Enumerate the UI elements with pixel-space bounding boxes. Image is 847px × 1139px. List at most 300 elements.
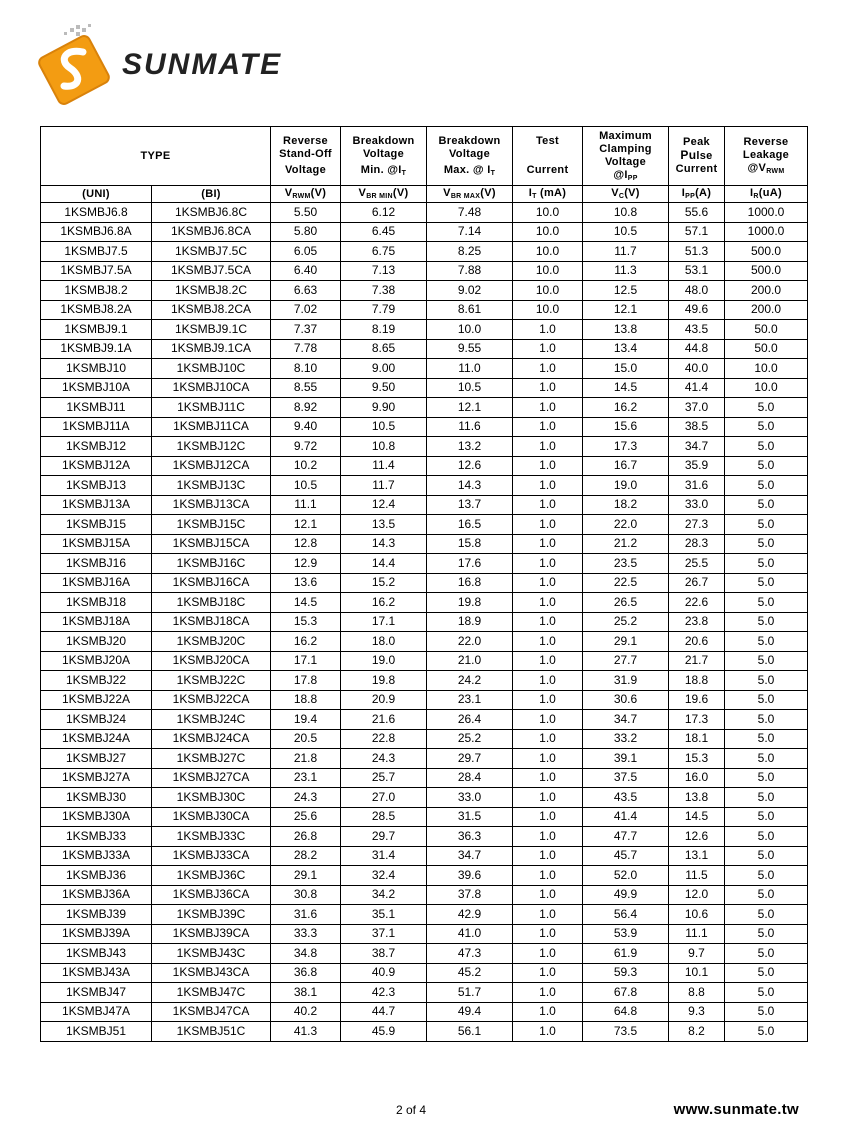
vc-cell: 64.8 xyxy=(583,1002,669,1022)
ir-cell: 5.0 xyxy=(725,417,808,437)
vrwm-cell: 9.40 xyxy=(271,417,341,437)
uni-cell: 1KSMBJ20A xyxy=(41,651,152,671)
it-cell: 1.0 xyxy=(513,1022,583,1042)
bi-cell: 1KSMBJ18CA xyxy=(152,612,271,632)
bi-cell: 1KSMBJ27C xyxy=(152,749,271,769)
type-header: TYPE xyxy=(41,127,271,186)
bi-cell: 1KSMBJ24CA xyxy=(152,729,271,749)
bi-cell: 1KSMBJ8.2C xyxy=(152,281,271,301)
vbr-min-cell: 16.2 xyxy=(341,593,427,613)
ipp-cell: 9.7 xyxy=(669,944,725,964)
table-row xyxy=(41,807,808,827)
it-cell: 1.0 xyxy=(513,632,583,652)
uni-cell: 1KSMBJ6.8A xyxy=(41,222,152,242)
bi-cell: 1KSMBJ15CA xyxy=(152,534,271,554)
ipp-cell: 53.1 xyxy=(669,261,725,281)
vbr-min-cell: 42.3 xyxy=(341,983,427,1003)
ir-cell: 50.0 xyxy=(725,339,808,359)
vrwm-cell: 8.55 xyxy=(271,378,341,398)
table-row xyxy=(41,1022,808,1042)
vc-cell: 53.9 xyxy=(583,924,669,944)
bi-cell: 1KSMBJ13CA xyxy=(152,495,271,515)
it-cell: 1.0 xyxy=(513,398,583,418)
it-cell: 10.0 xyxy=(513,261,583,281)
vrwm-cell: 36.8 xyxy=(271,963,341,983)
vrwm-cell: 5.50 xyxy=(271,203,341,223)
ir-cell: 5.0 xyxy=(725,612,808,632)
vbr-max-cell: 16.8 xyxy=(427,573,513,593)
vbr-max-cell: 12.6 xyxy=(427,456,513,476)
vc-cell: 22.5 xyxy=(583,573,669,593)
vbr-min-cell: 10.8 xyxy=(341,437,427,457)
ipp-cell: 51.3 xyxy=(669,242,725,262)
table-row xyxy=(41,281,808,301)
it-cell: 1.0 xyxy=(513,554,583,574)
vrwm-cell: 41.3 xyxy=(271,1022,341,1042)
table-row xyxy=(41,495,808,515)
vc-cell: 19.0 xyxy=(583,476,669,496)
ipp-cell: 35.9 xyxy=(669,456,725,476)
ipp-cell: 10.1 xyxy=(669,963,725,983)
vbr-min-cell: 29.7 xyxy=(341,827,427,847)
ipp-cell: 44.8 xyxy=(669,339,725,359)
uni-cell: 1KSMBJ9.1 xyxy=(41,320,152,340)
bi-cell: 1KSMBJ20C xyxy=(152,632,271,652)
vbr-max-cell: 37.8 xyxy=(427,885,513,905)
uni-cell: 1KSMBJ13 xyxy=(41,476,152,496)
it-cell: 1.0 xyxy=(513,593,583,613)
table-row xyxy=(41,846,808,866)
bi-cell: 1KSMBJ30C xyxy=(152,788,271,808)
vbr-max-cell: 34.7 xyxy=(427,846,513,866)
vrwm-cell: 31.6 xyxy=(271,905,341,925)
bi-cell: 1KSMBJ11CA xyxy=(152,417,271,437)
ipp-cell: 12.6 xyxy=(669,827,725,847)
vc-cell: 61.9 xyxy=(583,944,669,964)
vrwm-cell: 33.3 xyxy=(271,924,341,944)
ir-cell: 1000.0 xyxy=(725,203,808,223)
vrwm-cell: 12.9 xyxy=(271,554,341,574)
vc-cell: 30.6 xyxy=(583,690,669,710)
ir-cell: 5.0 xyxy=(725,827,808,847)
it-cell: 1.0 xyxy=(513,846,583,866)
bi-cell: 1KSMBJ36CA xyxy=(152,885,271,905)
table-row xyxy=(41,476,808,496)
ir-cell: 10.0 xyxy=(725,378,808,398)
it-cell: 1.0 xyxy=(513,671,583,691)
it-cell: 1.0 xyxy=(513,359,583,379)
it-cell: 1.0 xyxy=(513,515,583,535)
vbr-max-unit: $V_{BR MAX}(V)$ xyxy=(427,186,513,203)
ir-cell: 5.0 xyxy=(725,456,808,476)
ipp-cell: 43.5 xyxy=(669,320,725,340)
it-cell: 1.0 xyxy=(513,320,583,340)
vc-cell: 39.1 xyxy=(583,749,669,769)
it-cell: 1.0 xyxy=(513,944,583,964)
sunmate-logo xyxy=(36,22,306,106)
it-cell: 10.0 xyxy=(513,242,583,262)
vbr-max-cell: 17.6 xyxy=(427,554,513,574)
ipp-cell: 14.5 xyxy=(669,807,725,827)
uni-cell: 1KSMBJ15 xyxy=(41,515,152,535)
uni-cell: 1KSMBJ8.2A xyxy=(41,300,152,320)
vbr-max-cell: 25.2 xyxy=(427,729,513,749)
it-cell: 1.0 xyxy=(513,690,583,710)
sunmate-logo-mark xyxy=(36,22,306,106)
ipp-cell: 48.0 xyxy=(669,281,725,301)
vc-cell: 12.5 xyxy=(583,281,669,301)
it-cell: 1.0 xyxy=(513,417,583,437)
uni-cell: 1KSMBJ22 xyxy=(41,671,152,691)
ipp-cell: 37.0 xyxy=(669,398,725,418)
vc-cell: 25.2 xyxy=(583,612,669,632)
table-row xyxy=(41,612,808,632)
uni-cell: 1KSMBJ51 xyxy=(41,1022,152,1042)
vc-cell: 56.4 xyxy=(583,905,669,925)
vbr-min-cell: 14.4 xyxy=(341,554,427,574)
bi-cell: 1KSMBJ10C xyxy=(152,359,271,379)
uni-cell: 1KSMBJ9.1A xyxy=(41,339,152,359)
vbr-max-cell: 36.3 xyxy=(427,827,513,847)
vrwm-cell: 12.8 xyxy=(271,534,341,554)
bi-cell: 1KSMBJ12C xyxy=(152,437,271,457)
ir-cell: 5.0 xyxy=(725,807,808,827)
vrwm-cell: 7.78 xyxy=(271,339,341,359)
uni-cell: 1KSMBJ27 xyxy=(41,749,152,769)
uni-cell: 1KSMBJ18 xyxy=(41,593,152,613)
vrwm-cell: 6.40 xyxy=(271,261,341,281)
it-cell: 1.0 xyxy=(513,710,583,730)
uni-cell: 1KSMBJ11A xyxy=(41,417,152,437)
it-cell: 1.0 xyxy=(513,729,583,749)
vbr-min-cell: 19.0 xyxy=(341,651,427,671)
it-cell: 10.0 xyxy=(513,222,583,242)
uni-cell: 1KSMBJ16 xyxy=(41,554,152,574)
bi-cell: 1KSMBJ16C xyxy=(152,554,271,574)
vc-cell: 45.7 xyxy=(583,846,669,866)
ipp-cell: 41.4 xyxy=(669,378,725,398)
vbr-max-cell: 22.0 xyxy=(427,632,513,652)
vbr-min-cell: 10.5 xyxy=(341,417,427,437)
vbr-min-cell: 9.90 xyxy=(341,398,427,418)
vbr-max-cell: 8.25 xyxy=(427,242,513,262)
vbr-min-cell: 6.45 xyxy=(341,222,427,242)
ir-cell: 5.0 xyxy=(725,476,808,496)
ipp-cell: 38.5 xyxy=(669,417,725,437)
table-row xyxy=(41,398,808,418)
ir-cell: 200.0 xyxy=(725,281,808,301)
vbr-min-cell: 11.7 xyxy=(341,476,427,496)
ipp-cell: 55.6 xyxy=(669,203,725,223)
it-cell: 1.0 xyxy=(513,378,583,398)
it-cell: 1.0 xyxy=(513,788,583,808)
it-cell: 1.0 xyxy=(513,651,583,671)
it-cell: 1.0 xyxy=(513,612,583,632)
ipp-cell: 20.6 xyxy=(669,632,725,652)
vbr-max-cell: 51.7 xyxy=(427,983,513,1003)
vbr-min-cell: 6.12 xyxy=(341,203,427,223)
bi-cell: 1KSMBJ6.8CA xyxy=(152,222,271,242)
vc-cell: 73.5 xyxy=(583,1022,669,1042)
uni-cell: 1KSMBJ24 xyxy=(41,710,152,730)
uni-cell: 1KSMBJ36 xyxy=(41,866,152,886)
bi-cell: 1KSMBJ22CA xyxy=(152,690,271,710)
uni-cell: 1KSMBJ30A xyxy=(41,807,152,827)
vc-cell: 10.5 xyxy=(583,222,669,242)
table-row xyxy=(41,885,808,905)
ipp-cell: 11.1 xyxy=(669,924,725,944)
vbr-max-cell: 24.2 xyxy=(427,671,513,691)
bi-cell: 1KSMBJ39CA xyxy=(152,924,271,944)
vbr-max-cell: 7.48 xyxy=(427,203,513,223)
table-row xyxy=(41,515,808,535)
bi-cell: 1KSMBJ13C xyxy=(152,476,271,496)
vc-cell: 15.6 xyxy=(583,417,669,437)
vc-cell: 43.5 xyxy=(583,788,669,808)
ir-cell: 1000.0 xyxy=(725,222,808,242)
vbr-min-cell: 27.0 xyxy=(341,788,427,808)
vbr-max-cell: 9.55 xyxy=(427,339,513,359)
vbr-max-cell: 9.02 xyxy=(427,281,513,301)
vbr-max-cell: 7.14 xyxy=(427,222,513,242)
uni-cell: 1KSMBJ43 xyxy=(41,944,152,964)
uni-cell: 1KSMBJ47A xyxy=(41,1002,152,1022)
ipp-cell: 10.6 xyxy=(669,905,725,925)
table-row xyxy=(41,554,808,574)
vrwm-cell: 8.92 xyxy=(271,398,341,418)
ir-cell: 5.0 xyxy=(725,593,808,613)
table-row xyxy=(41,788,808,808)
uni-cell: 1KSMBJ24A xyxy=(41,729,152,749)
vbr-max-cell: 23.1 xyxy=(427,690,513,710)
table-row xyxy=(41,710,808,730)
vrwm-cell: 23.1 xyxy=(271,768,341,788)
vbr-min-cell: 22.8 xyxy=(341,729,427,749)
vrwm-cell: 18.8 xyxy=(271,690,341,710)
ir-cell: 5.0 xyxy=(725,710,808,730)
uni-cell: 1KSMBJ10A xyxy=(41,378,152,398)
vbr-max-cell: 11.6 xyxy=(427,417,513,437)
ipp-cell: 25.5 xyxy=(669,554,725,574)
vc-cell: 21.2 xyxy=(583,534,669,554)
vrwm-cell: 17.1 xyxy=(271,651,341,671)
uni-cell: 1KSMBJ22A xyxy=(41,690,152,710)
table-row xyxy=(41,632,808,652)
vc-cell: 12.1 xyxy=(583,300,669,320)
uni-cell: 1KSMBJ10 xyxy=(41,359,152,379)
ipp-cell: 26.7 xyxy=(669,573,725,593)
vbr-min-cell: 25.7 xyxy=(341,768,427,788)
ir-cell: 5.0 xyxy=(725,554,808,574)
vbr-min-cell: 20.9 xyxy=(341,690,427,710)
vc-cell: 11.7 xyxy=(583,242,669,262)
table-row xyxy=(41,456,808,476)
uni-cell: 1KSMBJ39 xyxy=(41,905,152,925)
table-row xyxy=(41,222,808,242)
ir-cell: 5.0 xyxy=(725,1002,808,1022)
vrwm-cell: 10.2 xyxy=(271,456,341,476)
table-row xyxy=(41,593,808,613)
it-cell: 1.0 xyxy=(513,807,583,827)
table-row xyxy=(41,827,808,847)
table-row xyxy=(41,1002,808,1022)
table-row xyxy=(41,690,808,710)
vbr-max-cell: 11.0 xyxy=(427,359,513,379)
vrwm-cell: 17.8 xyxy=(271,671,341,691)
table-row xyxy=(41,749,808,769)
vbr-max-cell: 12.1 xyxy=(427,398,513,418)
vrwm-cell: 6.05 xyxy=(271,242,341,262)
vrwm-cell: 16.2 xyxy=(271,632,341,652)
vbr-max-cell: 7.88 xyxy=(427,261,513,281)
vrwm-header: Reverse Stand-Off Voltage xyxy=(271,127,341,186)
uni-subheader: (UNI) xyxy=(41,186,152,203)
table-row xyxy=(41,339,808,359)
ir-cell: 5.0 xyxy=(725,905,808,925)
ir-cell: 50.0 xyxy=(725,320,808,340)
vrwm-cell: 7.37 xyxy=(271,320,341,340)
vbr-max-cell: 15.8 xyxy=(427,534,513,554)
table-row xyxy=(41,534,808,554)
bi-cell: 1KSMBJ16CA xyxy=(152,573,271,593)
ir-cell: 5.0 xyxy=(725,885,808,905)
vbr-min-cell: 34.2 xyxy=(341,885,427,905)
ipp-cell: 31.6 xyxy=(669,476,725,496)
ipp-cell: 17.3 xyxy=(669,710,725,730)
vrwm-cell: 24.3 xyxy=(271,788,341,808)
vc-cell: 23.5 xyxy=(583,554,669,574)
vbr-max-cell: 39.6 xyxy=(427,866,513,886)
vc-cell: 29.1 xyxy=(583,632,669,652)
vc-cell: 41.4 xyxy=(583,807,669,827)
table-header-row xyxy=(41,127,808,186)
vbr-min-cell: 17.1 xyxy=(341,612,427,632)
it-cell: 1.0 xyxy=(513,749,583,769)
vbr-max-header: Breakdown Voltage Max. @ $I_T$ xyxy=(427,127,513,186)
table-row xyxy=(41,261,808,281)
vrwm-cell: 11.1 xyxy=(271,495,341,515)
table-row xyxy=(41,437,808,457)
ir-cell: 5.0 xyxy=(725,651,808,671)
test-current-header: Test Current xyxy=(513,127,583,186)
uni-cell: 1KSMBJ15A xyxy=(41,534,152,554)
ir-cell: 5.0 xyxy=(725,671,808,691)
it-cell: 1.0 xyxy=(513,573,583,593)
vbr-max-cell: 13.7 xyxy=(427,495,513,515)
it-cell: 1.0 xyxy=(513,476,583,496)
vc-cell: 37.5 xyxy=(583,768,669,788)
uni-cell: 1KSMBJ6.8 xyxy=(41,203,152,223)
table-row xyxy=(41,359,808,379)
vbr-max-cell: 41.0 xyxy=(427,924,513,944)
vbr-min-cell: 40.9 xyxy=(341,963,427,983)
bi-cell: 1KSMBJ10CA xyxy=(152,378,271,398)
ipp-cell: 13.8 xyxy=(669,788,725,808)
ir-cell: 5.0 xyxy=(725,963,808,983)
uni-cell: 1KSMBJ7.5 xyxy=(41,242,152,262)
ir-cell: 500.0 xyxy=(725,242,808,262)
it-cell: 10.0 xyxy=(513,203,583,223)
ir-cell: 500.0 xyxy=(725,261,808,281)
it-cell: 1.0 xyxy=(513,963,583,983)
peak-pulse-current-header: Peak Pulse Current xyxy=(669,127,725,186)
bi-cell: 1KSMBJ9.1C xyxy=(152,320,271,340)
vbr-min-cell: 31.4 xyxy=(341,846,427,866)
ipp-cell: 21.7 xyxy=(669,651,725,671)
vbr-max-cell: 47.3 xyxy=(427,944,513,964)
table-row xyxy=(41,378,808,398)
table-row xyxy=(41,417,808,437)
ipp-unit: $I_{PP}(A)$ xyxy=(669,186,725,203)
uni-cell: 1KSMBJ36A xyxy=(41,885,152,905)
page-number: 2 of 4 xyxy=(395,1103,427,1117)
bi-cell: 1KSMBJ9.1CA xyxy=(152,339,271,359)
uni-cell: 1KSMBJ39A xyxy=(41,924,152,944)
ir-cell: 5.0 xyxy=(725,437,808,457)
ipp-cell: 13.1 xyxy=(669,846,725,866)
it-cell: 1.0 xyxy=(513,534,583,554)
vc-cell: 33.2 xyxy=(583,729,669,749)
vrwm-cell: 34.8 xyxy=(271,944,341,964)
vrwm-cell: 19.4 xyxy=(271,710,341,730)
it-cell: 1.0 xyxy=(513,495,583,515)
vrwm-cell: 8.10 xyxy=(271,359,341,379)
vbr-min-cell: 37.1 xyxy=(341,924,427,944)
vc-cell: 17.3 xyxy=(583,437,669,457)
vc-cell: 11.3 xyxy=(583,261,669,281)
it-cell: 1.0 xyxy=(513,768,583,788)
ipp-cell: 8.8 xyxy=(669,983,725,1003)
uni-cell: 1KSMBJ30 xyxy=(41,788,152,808)
uni-cell: 1KSMBJ7.5A xyxy=(41,261,152,281)
vbr-max-cell: 10.5 xyxy=(427,378,513,398)
ir-cell: 5.0 xyxy=(725,690,808,710)
ir-cell: 5.0 xyxy=(725,398,808,418)
uni-cell: 1KSMBJ12 xyxy=(41,437,152,457)
uni-cell: 1KSMBJ16A xyxy=(41,573,152,593)
vrwm-cell: 7.02 xyxy=(271,300,341,320)
ir-cell: 5.0 xyxy=(725,866,808,886)
vbr-max-cell: 56.1 xyxy=(427,1022,513,1042)
ipp-cell: 9.3 xyxy=(669,1002,725,1022)
vbr-min-cell: 9.50 xyxy=(341,378,427,398)
vc-cell: 16.7 xyxy=(583,456,669,476)
vbr-max-cell: 16.5 xyxy=(427,515,513,535)
vrwm-cell: 5.80 xyxy=(271,222,341,242)
it-cell: 1.0 xyxy=(513,924,583,944)
vrwm-cell: 6.63 xyxy=(271,281,341,301)
bi-cell: 1KSMBJ36C xyxy=(152,866,271,886)
vbr-min-cell: 12.4 xyxy=(341,495,427,515)
vbr-min-header: Breakdown Voltage Min. $@I_T$ xyxy=(341,127,427,186)
ipp-cell: 34.7 xyxy=(669,437,725,457)
it-cell: 1.0 xyxy=(513,1002,583,1022)
vbr-max-cell: 21.0 xyxy=(427,651,513,671)
it-cell: 1.0 xyxy=(513,339,583,359)
uni-cell: 1KSMBJ20 xyxy=(41,632,152,652)
bi-cell: 1KSMBJ47C xyxy=(152,983,271,1003)
vbr-min-cell: 32.4 xyxy=(341,866,427,886)
vc-cell: 26.5 xyxy=(583,593,669,613)
ipp-cell: 18.1 xyxy=(669,729,725,749)
vbr-min-cell: 8.19 xyxy=(341,320,427,340)
ir-cell: 5.0 xyxy=(725,983,808,1003)
ipp-cell: 27.3 xyxy=(669,515,725,535)
vc-cell: 16.2 xyxy=(583,398,669,418)
vrwm-cell: 30.8 xyxy=(271,885,341,905)
vc-cell: 31.9 xyxy=(583,671,669,691)
vbr-max-cell: 31.5 xyxy=(427,807,513,827)
